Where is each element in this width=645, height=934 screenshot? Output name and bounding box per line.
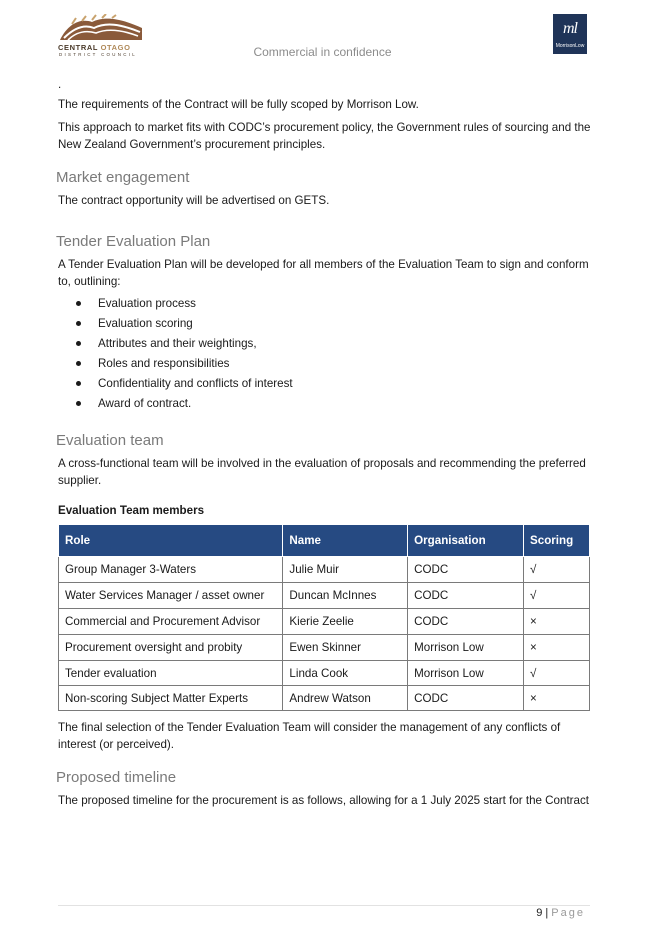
- evaluation-team-table: [58, 524, 590, 711]
- paragraph-gets: The contract opportunity will be advertised on GETS.: [58, 194, 330, 207]
- logo-name: MorrisonLow: [555, 43, 585, 49]
- stray-dot: .: [58, 78, 62, 91]
- cell-scoring: √: [524, 661, 590, 686]
- morrison-low-logo: [553, 14, 587, 54]
- table-row: [59, 557, 590, 583]
- paragraph-timeline: The proposed timeline for the procurement is as follows, allowing for a 1 July 2025 start for the Contract: [58, 794, 589, 807]
- paragraph-scope: The requirements of the Contract will be fully scoped by Morrison Low.: [58, 98, 419, 111]
- cell-organisation: CODC: [408, 686, 524, 711]
- list-item: Evaluation process: [58, 295, 293, 315]
- column-header-role: Role: [59, 525, 283, 557]
- paragraph-tep: A Tender Evaluation Plan will be developed for all members of the Evaluation Team to sign and conform to, outlining:: [58, 258, 589, 288]
- cell-organisation: Morrison Low: [408, 661, 524, 686]
- cell-scoring: ×: [524, 686, 590, 711]
- cell-role: Group Manager 3-Waters: [59, 557, 283, 583]
- cell-scoring: √: [524, 557, 590, 583]
- heading-tender-evaluation-plan: Tender Evaluation Plan: [56, 233, 211, 250]
- list-item: Attributes and their weightings,: [58, 335, 293, 355]
- cell-organisation: Morrison Low: [408, 635, 524, 661]
- heading-market-engagement: Market engagement: [56, 169, 190, 186]
- page-number: 9: [536, 907, 543, 919]
- column-header-scoring: Scoring: [524, 525, 590, 557]
- cell-name: Andrew Watson: [283, 686, 408, 711]
- page-footer: [536, 907, 585, 919]
- cell-role: Commercial and Procurement Advisor: [59, 609, 283, 635]
- cell-name: Duncan McInnes: [283, 583, 408, 609]
- table-row: [59, 583, 590, 609]
- paragraph-final-selection: The final selection of the Tender Evaluation Team will consider the management of any conflicts of interest (or perceived).: [58, 721, 561, 751]
- cell-role: Tender evaluation: [59, 661, 283, 686]
- cell-name: Linda Cook: [283, 661, 408, 686]
- paragraph-approach: This approach to market fits with CODC’s procurement policy, the Government rules of sourcing and the New Zealand Government’s procurement principles.: [58, 121, 591, 151]
- table-row: [59, 635, 590, 661]
- heading-evaluation-team: Evaluation team: [56, 432, 164, 449]
- cell-organisation: CODC: [408, 557, 524, 583]
- footer-divider: [58, 905, 590, 906]
- cell-scoring: ×: [524, 609, 590, 635]
- cell-name: Julie Muir: [283, 557, 408, 583]
- column-header-organisation: Organisation: [408, 525, 524, 557]
- cell-name: Ewen Skinner: [283, 635, 408, 661]
- cell-organisation: CODC: [408, 609, 524, 635]
- page-separator: |: [545, 907, 549, 919]
- cell-role: Non-scoring Subject Matter Experts: [59, 686, 283, 711]
- paragraph-team: A cross-functional team will be involved in the evaluation of proposals and recommending the preferred supplier.: [58, 457, 586, 487]
- table-header-row: [59, 525, 590, 557]
- page-label: Page: [551, 907, 585, 919]
- cell-scoring: √: [524, 583, 590, 609]
- header-title: Commercial in confidence: [253, 45, 392, 59]
- table-title: Evaluation Team members: [58, 504, 205, 517]
- tep-bullet-list: [58, 295, 293, 415]
- column-header-name: Name: [283, 525, 408, 557]
- heading-proposed-timeline: Proposed timeline: [56, 769, 177, 786]
- cell-name: Kierie Zeelie: [283, 609, 408, 635]
- cell-role: Water Services Manager / asset owner: [59, 583, 283, 609]
- cell-organisation: CODC: [408, 583, 524, 609]
- cell-role: Procurement oversight and probity: [59, 635, 283, 661]
- mountain-logo-icon: [58, 14, 144, 42]
- table-row: [59, 686, 590, 711]
- list-item: Evaluation scoring: [58, 315, 293, 335]
- logo-wordmark: CENTRAL OTAGO: [58, 43, 131, 52]
- list-item: Roles and responsibilities: [58, 355, 293, 375]
- logo-mark: ml: [563, 20, 577, 37]
- table-row: [59, 661, 590, 686]
- list-item: Award of contract.: [58, 395, 293, 415]
- table-row: [59, 609, 590, 635]
- cell-scoring: ×: [524, 635, 590, 661]
- list-item: Confidentiality and conflicts of interest: [58, 375, 293, 395]
- logo-subtitle: DISTRICT COUNCIL: [59, 52, 137, 57]
